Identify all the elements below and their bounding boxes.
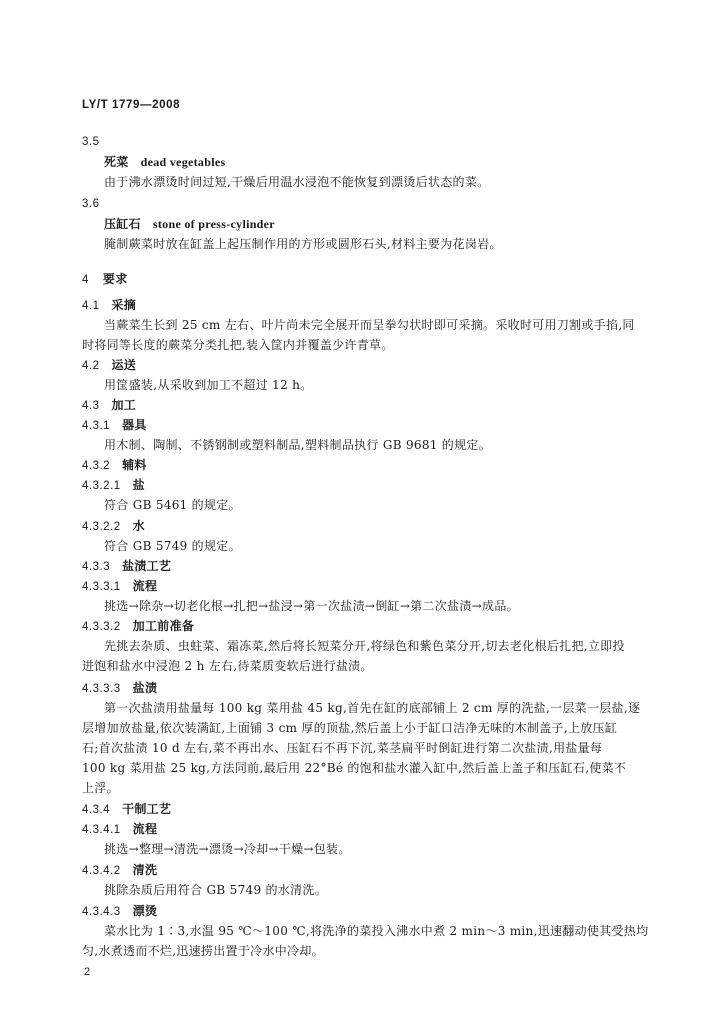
clause-heading-4-3-4-1 <box>82 821 157 838</box>
term-3-5 <box>104 154 225 170</box>
paragraph-line: 符合 GB 5749 的规定。 <box>104 539 241 553</box>
clause-title: 采摘 <box>111 298 137 312</box>
clause-number: 4.3.2.2 <box>82 521 121 533</box>
paragraph-line: 上浮。 <box>82 781 119 795</box>
clause-heading-4-3-3-1 <box>82 578 157 595</box>
clause-heading-4-3-1 <box>82 417 147 434</box>
paragraph-line: 用木制、陶制、不锈钢制或塑料制品,塑料制品执行 GB 9681 的规定。 <box>104 438 492 452</box>
paragraph-line: 符合 GB 5461 的规定。 <box>104 498 241 512</box>
clause-number: 4.3.3.3 <box>82 683 121 695</box>
clause-title: 盐 <box>132 478 145 492</box>
clause-title: 运送 <box>111 358 137 372</box>
clause-heading-4-3-2-1 <box>82 477 145 494</box>
definition-3-5: 由于沸水漂烫时间过短,干燥后用温水浸泡不能恢复到漂烫后状态的菜。 <box>104 175 490 189</box>
clause-number: 4.1 <box>82 300 100 312</box>
clause-title: 盐渍 <box>132 681 158 695</box>
clause-number: 4.3.2 <box>82 460 111 472</box>
clause-title: 加工前准备 <box>132 619 195 633</box>
paragraph-line: 层增加放盐量,依次装满缸,上面铺 3 cm 厚的顶盐,然后盖上小于缸口洁净无味的木制盖子,上放压缸 <box>82 721 618 735</box>
paragraph-line: 当蕨菜生长到 25 cm 左右、叶片尚未完全展开而呈拳勾状时即可采摘。采收时可用刀割或手掐,同 <box>104 318 635 332</box>
section-number: 4 <box>82 274 89 286</box>
clause-number: 4.2 <box>82 360 100 372</box>
clause-title: 器具 <box>122 418 147 432</box>
clause-title: 漂烫 <box>132 904 158 918</box>
paragraph-line: 用筐盛装,从采收到加工不超过 12 h。 <box>104 378 313 392</box>
clause-number: 4.3.4.3 <box>82 906 121 918</box>
paragraph-line: 挑选→除杂→切老化根→扎把→盐浸→第一次盐渍→倒缸→第二次盐渍→成品。 <box>104 599 519 613</box>
section-title: 要求 <box>102 272 128 286</box>
clause-heading-4-3-2 <box>82 457 147 474</box>
paragraph-line: 先挑去杂质、虫蛀菜、霜冻菜,然后将长短菜分开,将绿色和紫色菜分开,切去老化根后扎把,立即投 <box>104 639 625 653</box>
term-3-6 <box>104 216 275 232</box>
clause-title: 辅料 <box>122 458 147 472</box>
term-zh: 死菜 <box>104 155 129 169</box>
clause-title: 流程 <box>132 579 158 593</box>
clause-number: 4.3.4.2 <box>82 865 121 877</box>
standard-code-header: LY/T 1779—2008 <box>82 99 181 111</box>
page-number: 2 <box>84 966 91 978</box>
clause-number: 4.3.4 <box>82 804 111 816</box>
clause-number: 4.3.3.2 <box>82 621 121 633</box>
term-en: stone of press-cylinder <box>152 217 275 231</box>
clause-heading-4-3-4-2 <box>82 862 157 879</box>
clause-number-3-6: 3.6 <box>82 198 100 210</box>
clause-number: 4.3 <box>82 400 100 412</box>
paragraph-line: 挑选→整理→清洗→漂烫→冷却→干燥→包装。 <box>104 842 351 856</box>
term-zh: 压缸石 <box>104 217 141 231</box>
clause-title: 清洗 <box>132 863 158 877</box>
term-en: dead vegetables <box>140 155 226 169</box>
clause-heading-4-3-3-2 <box>82 618 194 635</box>
clause-heading-4-3-4-3 <box>82 903 157 920</box>
paragraph-line: 挑除杂质后用符合 GB 5749 的水清洗。 <box>104 883 327 897</box>
clause-heading-4-3 <box>82 397 136 414</box>
paragraph-line: 石;首次盐渍 10 d 左右,菜不再出水、压缸石不再下沉,菜茎扁平时倒缸进行第二次盐渍,用盐量每 <box>82 741 603 755</box>
paragraph-line: 匀,水煮透而不烂,迅速捞出置于冷水中冷却。 <box>82 944 324 958</box>
paragraph-line: 菜水比为 1∶3,水温 95 ℃～100 ℃,将洗净的菜投入沸水中煮 2 min～3 min,迅速翻动使其受热均 <box>104 924 649 938</box>
clause-title: 流程 <box>132 822 158 836</box>
clause-number: 4.3.2.1 <box>82 480 121 492</box>
clause-heading-4-1 <box>82 297 136 314</box>
clause-heading-4-3-3-3 <box>82 680 157 697</box>
clause-heading-4-2 <box>82 357 136 374</box>
clause-number: 4.3.3.1 <box>82 581 121 593</box>
clause-number: 4.3.3 <box>82 561 111 573</box>
clause-title: 盐渍工艺 <box>122 559 172 573</box>
clause-title: 水 <box>132 519 145 533</box>
clause-number: 4.3.4.1 <box>82 824 121 836</box>
section-heading-4 <box>82 271 128 288</box>
clause-heading-4-3-2-2 <box>82 518 145 535</box>
paragraph-line: 第一次盐渍用盐量每 100 kg 菜用盐 45 kg,首先在缸的底部铺上 2 cm 厚的洗盐,一层菜一层盐,逐 <box>104 701 641 715</box>
paragraph-line: 进饱和盐水中浸泡 2 h 左右,待菜质变软后进行盐渍。 <box>82 659 373 673</box>
paragraph-line: 100 kg 菜用盐 25 kg,方法同前,最后用 22°Bé 的饱和盐水灌入缸中,然后盖上盖子和压缸石,使菜不 <box>82 761 627 775</box>
clause-number-3-5: 3.5 <box>82 136 100 148</box>
clause-title: 加工 <box>111 398 137 412</box>
clause-title: 干制工艺 <box>122 802 172 816</box>
clause-heading-4-3-3 <box>82 558 171 575</box>
clause-heading-4-3-4 <box>82 801 171 818</box>
paragraph-line: 时将同等长度的蕨菜分类扎把,装入筐内并覆盖少许青草。 <box>82 338 394 352</box>
clause-number: 4.3.1 <box>82 420 111 432</box>
definition-3-6: 腌制蕨菜时放在缸盖上起压制作用的方形或圆形石头,材料主要为花岗岩。 <box>104 237 502 251</box>
